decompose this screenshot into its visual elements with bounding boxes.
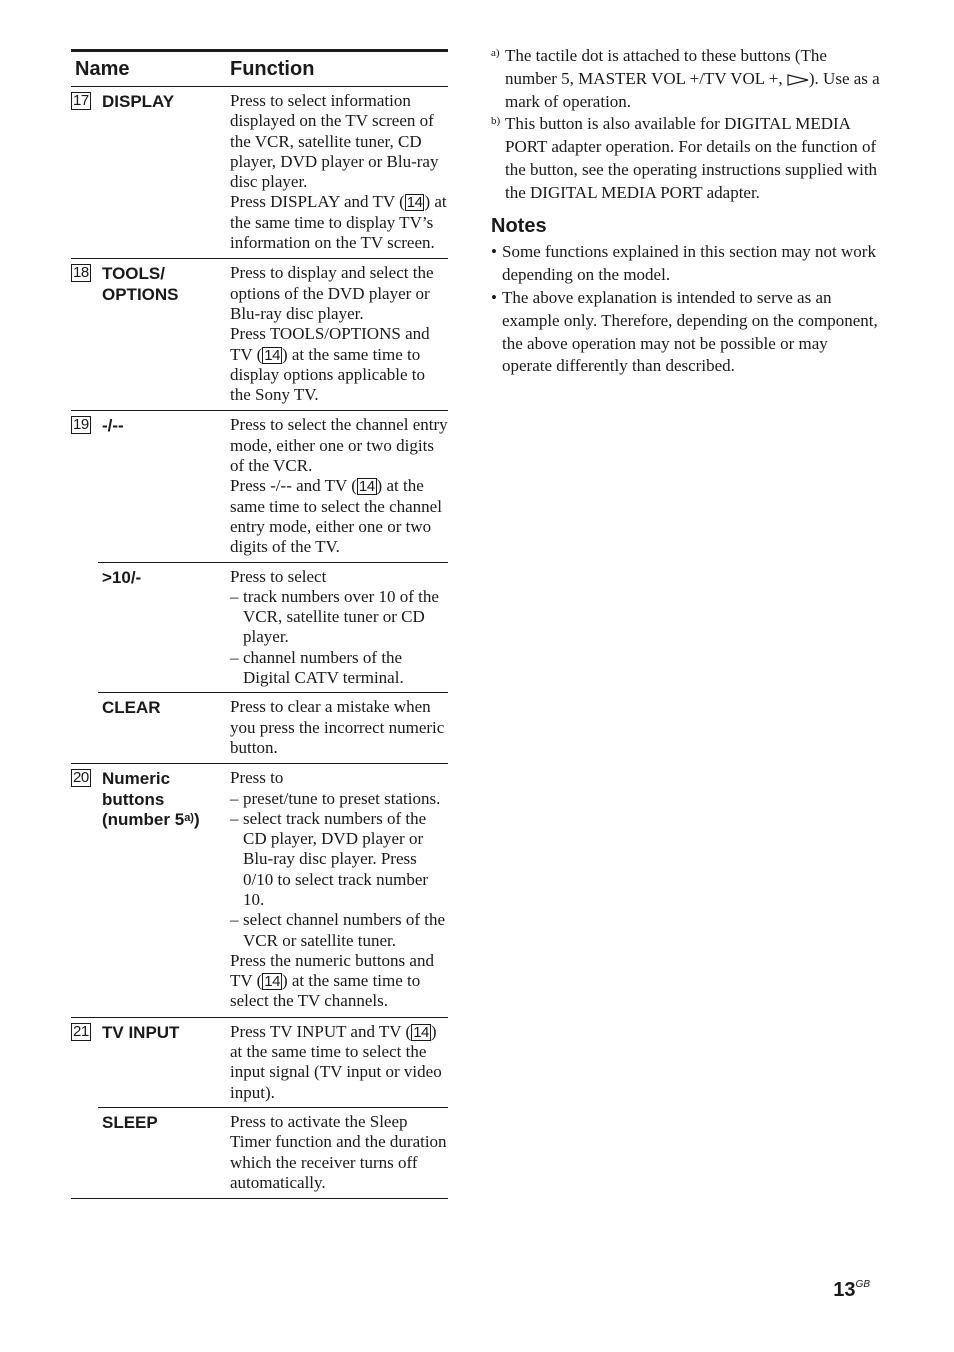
function-text: Press TOOLS/OPTIONS and TV ( 14 ) at the same time to display options applicable to the Sony TV. — [230, 324, 430, 405]
row-function — [230, 1108, 448, 1198]
row-function — [230, 1018, 448, 1108]
ref-box: 14 — [358, 478, 375, 496]
play-triangle-icon — [787, 74, 809, 86]
row-name: CLEAR — [102, 698, 161, 718]
footnote-text: This button is also available for DIGITAL MEDIA PORT adapter operation. For details on the function of the button, see the operating instructions supplied with the DIGITAL MEDIA PORT adapter. — [505, 114, 878, 202]
footnote-marker: a) — [491, 47, 500, 59]
footnote-text: The tactile dot is attached to these buttons (The number 5, MASTER VOL +/TV VOL +, ). Use as a mark of operation. — [505, 46, 880, 111]
row-function — [230, 87, 448, 258]
page-number: $13^{GB}$ — [833, 1279, 870, 1301]
row-number: 21 — [73, 1022, 89, 1040]
row-function — [230, 259, 448, 410]
row-name: >10/- — [102, 567, 142, 587]
row-name: -/-- — [102, 416, 124, 436]
row-function — [230, 411, 448, 562]
list-item: – select channel numbers of the VCR or satellite tuner. — [230, 910, 446, 950]
list-item: – track numbers over 10 of the VCR, satellite tuner or CD player. — [230, 586, 439, 647]
function-text: Press the numeric buttons and TV ( 14 ) at the same time to select the TV channels. — [230, 950, 434, 1011]
footnote-a — [491, 45, 881, 113]
table-row-tools-options — [71, 259, 448, 411]
row-name: TV INPUT — [102, 1022, 180, 1042]
footnote-b — [491, 113, 881, 204]
row-number: 19 — [73, 416, 89, 434]
row-function — [230, 693, 448, 763]
right-column — [491, 45, 881, 378]
row-name: DISPLAY — [102, 92, 175, 111]
ref-box: 14 — [413, 1023, 429, 1041]
function-text: Press TV INPUT and TV ( 14 ) at the same time to select the input signal (TV input or video input). — [230, 1021, 442, 1102]
row-number: 18 — [73, 264, 89, 282]
table-row-tv-input — [71, 1018, 448, 1108]
list-item: • Some functions explained in this section may not work depending on the model. — [491, 242, 876, 285]
ref-box: 14 — [264, 346, 280, 364]
list-item: • The above explanation is intended to serve as an example only. Therefore, depending on the component, the above operation may not be possible or may operate differently than described. — [491, 287, 878, 376]
function-text: Press DISPLAY and TV ( 14 ) at the same time to display TV’s information on the TV screen. — [230, 192, 447, 253]
table-header — [71, 52, 448, 87]
function-text: Press to — [230, 768, 284, 788]
list-item: – select track numbers of the CD player, DVD player or Blu-ray disc player. Press 0/10 to select track number 10. — [230, 808, 429, 909]
notes-heading: Notes — [491, 214, 547, 237]
row-function — [230, 563, 448, 694]
function-text: Press to select information displayed on the TV screen of the VCR, satellite tuner, CD player, DVD player or Blu-ray disc player. — [230, 91, 439, 192]
function-text: Press to select the channel entry mode, either one or two digits of the VCR. — [230, 415, 448, 476]
function-text: Press to activate the Sleep Timer function and the duration which the receiver turns off automatically. — [230, 1111, 447, 1192]
function-text: Press to display and select the options of the DVD player or Blu-ray disc player. — [230, 263, 434, 323]
row-function — [230, 764, 448, 1017]
function-text: Press to select — [230, 566, 327, 586]
ref-box: 14 — [264, 973, 280, 991]
footnote-marker: b) — [491, 115, 501, 128]
header-function: Function — [230, 57, 315, 80]
table-row-numeric-buttons — [71, 764, 448, 1018]
function-text: Press -/-- and TV ( 14 ) at the same time to select the channel entry mode, either one or two digits of the TV. — [230, 476, 442, 557]
function-table — [71, 49, 448, 1199]
row-name: TOOLS/ OPTIONS — [102, 264, 179, 304]
row-number: 20 — [73, 769, 89, 787]
header-name: Name — [75, 57, 130, 80]
row-number: 17 — [73, 92, 89, 109]
row-name: SLEEP — [102, 1112, 158, 1132]
function-text: Press to clear a mistake when you press the incorrect numeric button. — [230, 697, 445, 757]
table-row-display — [71, 87, 448, 259]
table-row-ten-plus — [71, 563, 448, 694]
ref-box: 14 — [406, 194, 423, 212]
table-row-clear — [71, 693, 448, 764]
table-row-channel-entry — [71, 411, 448, 562]
list-item: – channel numbers of the Digital CATV terminal. — [230, 647, 404, 688]
table-row-sleep — [71, 1108, 448, 1199]
row-name: Numeric buttons (number 5$^{a)}$) — [102, 769, 200, 830]
list-item: – preset/tune to preset stations. — [230, 788, 441, 808]
